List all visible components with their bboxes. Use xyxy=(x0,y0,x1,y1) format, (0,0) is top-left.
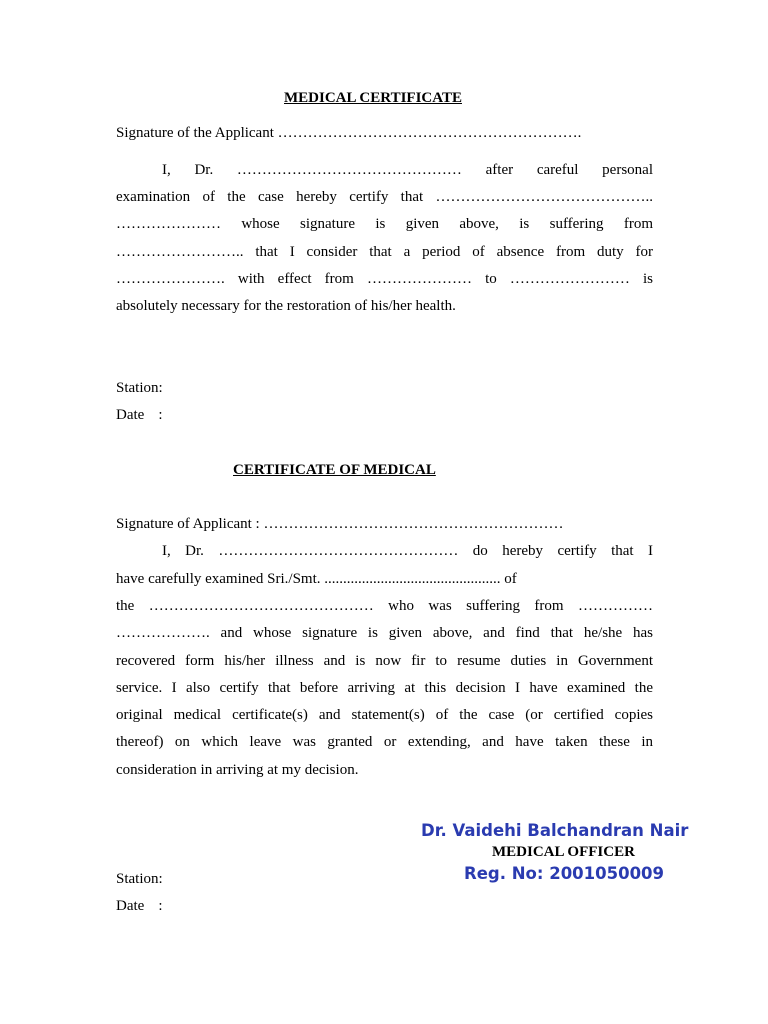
certificate1-body-line: ………………… whose signature is given above, is suffering from xyxy=(116,216,653,232)
certificate2-station-label: Station: xyxy=(116,871,163,887)
certificate2-body-line: have carefully examined Sri./Smt. ............................................... of xyxy=(116,571,517,587)
medical-officer-title: MEDICAL OFFICER xyxy=(492,844,635,860)
certificate1-body-line: …………………. with effect from ………………… to …………………… is xyxy=(116,271,653,287)
certificate2-date xyxy=(116,897,163,915)
certificate2-body-line: original medical certificate(s) and statement(s) of the case (or certified copies xyxy=(116,707,653,723)
certificate2-body-line: thereof) on which leave was granted or extending, and have taken these in xyxy=(116,734,653,750)
certificate2-body-line: I, Dr. ………………………………………… do hereby certify that I xyxy=(162,543,653,559)
certificate2-title-wrap xyxy=(233,461,511,479)
certificate2-date-colon: : xyxy=(158,898,163,914)
certificate2-body-line: recovered form his/her illness and is now fir to resume duties in Government xyxy=(116,653,653,669)
certificate2-body-line: consideration in arriving at my decision. xyxy=(116,762,359,778)
certificate2-body-line: ………………. and whose signature is given above, and find that he/she has xyxy=(116,625,653,641)
certificate1-title: MEDICAL CERTIFICATE xyxy=(284,90,462,106)
certificate1-body-line: …………………….. that I consider that a period of absence from duty for xyxy=(116,244,653,260)
certificate1-body-line: examination of the case hereby certify that …………………………………….. xyxy=(116,189,653,205)
certificate2-title: CERTIFICATE OF MEDICAL xyxy=(233,462,436,478)
certificate2-body-line: service. I also certify that before arriving at this decision I have examined the xyxy=(116,680,653,696)
certificate1-date-label: Date xyxy=(116,407,145,423)
certificate2-body-line: the ……………………………………… who was suffering from …………… xyxy=(116,598,653,614)
doctor-stamp-reg: Reg. No: 2001050009 xyxy=(464,864,665,883)
doctor-stamp-name: Dr. Vaidehi Balchandran Nair xyxy=(421,821,689,840)
certificate1-body-line: absolutely necessary for the restoration of his/her health. xyxy=(116,298,456,314)
certificate1-signature-line: Signature of the Applicant ……………………………………………………. xyxy=(116,125,582,141)
certificate1-date xyxy=(116,406,163,424)
certificate1-body-line: I, Dr. ……………………………………… after careful personal xyxy=(162,162,653,178)
certificate2-date-label: Date xyxy=(116,898,145,914)
certificate2-signature-line: Signature of Applicant : …………………………………………………… xyxy=(116,516,564,532)
certificate1-station-label: Station: xyxy=(116,380,163,396)
certificate1-date-colon: : xyxy=(158,407,163,423)
